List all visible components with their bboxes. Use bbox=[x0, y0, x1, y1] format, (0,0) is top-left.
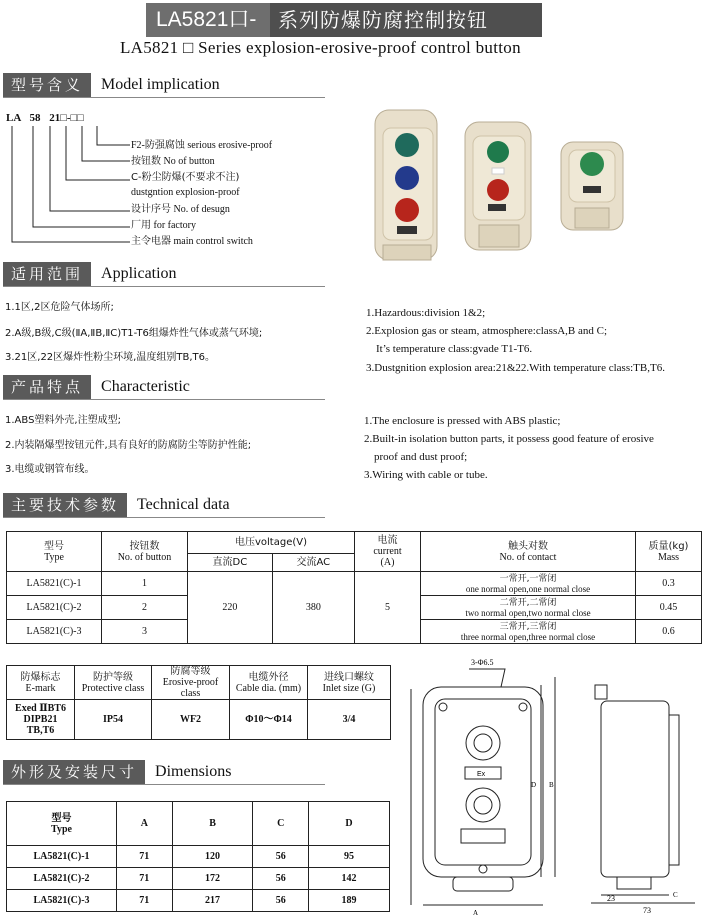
application-en-1: 1.Hazardous:division 1&2; bbox=[366, 307, 486, 319]
th-type: 型号 Type bbox=[7, 532, 102, 572]
tech-row-1-type: LA5821(C)-1 bbox=[7, 572, 102, 596]
side-outline bbox=[601, 701, 669, 877]
characteristic-en-3: proof and dust proof; bbox=[374, 451, 468, 463]
dim-row-2-type: LA5821(C)-2 bbox=[7, 868, 117, 890]
dim-row-3-type: LA5821(C)-3 bbox=[7, 890, 117, 912]
model-code-suffix: □-□□ bbox=[60, 112, 84, 124]
model-code-58: 58 bbox=[29, 112, 41, 124]
section-application-cn: 适用范围 bbox=[3, 262, 91, 286]
spec-protective: IP54 bbox=[75, 700, 152, 740]
dim-row-2-a: 71 bbox=[117, 868, 173, 890]
divider bbox=[3, 784, 325, 785]
section-technical-en: Technical data bbox=[137, 496, 230, 513]
dim-th-type: 型号 Type bbox=[7, 802, 117, 846]
spec-th-cable: 电缆外径 Cable dia. (mm) bbox=[230, 666, 308, 700]
th-ac: 交流AC bbox=[272, 554, 354, 572]
spec-cable: Φ10～Φ14 bbox=[230, 700, 308, 740]
subtitle: LA5821 □ Series explosion-erosive-proof control button bbox=[120, 38, 521, 57]
tech-row-2-type: LA5821(C)-2 bbox=[7, 596, 102, 620]
model-code-la: LA bbox=[6, 112, 21, 124]
tech-current-value: 5 bbox=[355, 572, 421, 644]
section-characteristic bbox=[3, 375, 190, 399]
model-label-5: 设计序号 No. of desugn bbox=[131, 204, 230, 215]
button-hole-2 bbox=[466, 788, 500, 822]
drawing-dim-a: A bbox=[473, 909, 479, 917]
divider bbox=[3, 399, 325, 400]
th-current: 电流 current (A) bbox=[355, 532, 421, 572]
dim-row-3-c: 56 bbox=[253, 890, 309, 912]
model-code-21: 21 bbox=[49, 112, 61, 124]
section-characteristic-en: Characteristic bbox=[101, 378, 190, 395]
drawing-holes: 3-Φ6.5 bbox=[471, 658, 494, 667]
drawing-dim-c: C bbox=[673, 891, 678, 899]
dimensions-table bbox=[6, 801, 390, 912]
model-label-4: dustgntion explosion-proof bbox=[131, 187, 240, 198]
spec-th-emark: 防爆标志 E-mark bbox=[7, 666, 75, 700]
spec-table bbox=[6, 665, 391, 740]
dim-row-3-d: 189 bbox=[309, 890, 390, 912]
dimension-drawing bbox=[405, 655, 705, 917]
spec-inlet: 3/4 bbox=[308, 700, 391, 740]
button-hole-1 bbox=[466, 726, 500, 760]
spec-erosive: WF2 bbox=[152, 700, 230, 740]
characteristic-en-4: 3.Wiring with cable or tube. bbox=[364, 469, 488, 481]
dim-row-1-a: 71 bbox=[117, 846, 173, 868]
tech-row-3-contact: 三常开,三常闭 three normal open,three normal close bbox=[421, 620, 636, 644]
characteristic-cn-1: 1.ABS塑料外壳,注塑成型; bbox=[5, 415, 121, 426]
section-application bbox=[3, 262, 177, 286]
tech-row-1-contact: 一常开,一常闭 one normal open,one normal close bbox=[421, 572, 636, 596]
dim-row-2-d: 142 bbox=[309, 868, 390, 890]
model-label-1: F2-防强腐蚀 serious erosive-proof bbox=[131, 140, 273, 151]
product-three-button bbox=[375, 110, 437, 260]
technical-table bbox=[6, 531, 702, 644]
drawing-dim-b: B bbox=[549, 781, 554, 789]
characteristic-cn-3: 3.电缆或钢管布线。 bbox=[5, 464, 95, 475]
title-model: LA5821口- bbox=[146, 3, 270, 37]
model-code bbox=[6, 112, 84, 124]
section-characteristic-cn: 产品特点 bbox=[3, 375, 91, 399]
dim-th-b: B bbox=[172, 802, 253, 846]
title-bar bbox=[146, 3, 542, 37]
model-label-7: 主令电器 main control switch bbox=[131, 236, 253, 247]
section-application-en: Application bbox=[101, 265, 177, 282]
dim-row-3-b: 217 bbox=[172, 890, 253, 912]
divider bbox=[3, 286, 325, 287]
section-dimensions bbox=[3, 760, 231, 784]
dim-th-c: C bbox=[253, 802, 309, 846]
spec-th-inlet: 进线口螺纹 Inlet size (G) bbox=[308, 666, 391, 700]
drawing-dim-d: D bbox=[531, 781, 537, 789]
drawing-side-73: 73 bbox=[643, 906, 651, 915]
product-two-button bbox=[465, 122, 531, 250]
section-model bbox=[3, 73, 220, 97]
tech-row-3-mass: 0.6 bbox=[636, 620, 702, 644]
application-en-2: 2.Explosion gas or steam, atmosphere:classA,B and C; bbox=[366, 325, 608, 337]
model-code-leader-lines bbox=[0, 124, 140, 246]
tech-row-2-mass: 0.45 bbox=[636, 596, 702, 620]
application-cn-1: 1.1区,2区危险气体场所; bbox=[5, 302, 114, 313]
dim-row-1-c: 56 bbox=[253, 846, 309, 868]
tech-ac-value: 380 bbox=[272, 572, 354, 644]
drawing-side-23: 23 bbox=[607, 894, 615, 903]
application-en-3: It’s temperature class:gvade T1-T6. bbox=[376, 343, 533, 355]
title-cn: 系列防爆防腐控制按钮 bbox=[270, 3, 542, 37]
application-en-4: 3.Dustgnition explosion area:21&22.With temperature class:TB,T6. bbox=[366, 362, 665, 374]
dim-row-1-b: 120 bbox=[172, 846, 253, 868]
spec-th-protective: 防护等级 Protective class bbox=[75, 666, 152, 700]
model-label-3: C-粉尘防爆(不要求不注) bbox=[131, 172, 240, 183]
th-dc: 直流DC bbox=[188, 554, 273, 572]
tech-row-2-buttons: 2 bbox=[102, 596, 188, 620]
dim-row-1-d: 95 bbox=[309, 846, 390, 868]
tech-row-3-type: LA5821(C)-3 bbox=[7, 620, 102, 644]
model-label-6: 厂用 for factory bbox=[131, 220, 196, 231]
application-cn-2: 2.A级,B级,C级(ⅡA,ⅡB,ⅡC)T1-T6组爆炸性气体或蒸气环境; bbox=[5, 328, 263, 339]
section-dimensions-en: Dimensions bbox=[155, 763, 232, 780]
dim-th-a: A bbox=[117, 802, 173, 846]
spec-emark: Exed ⅡBT6 DIPB21 TB,T6 bbox=[7, 700, 75, 740]
model-label-2: 按钮数 No of button bbox=[131, 156, 215, 167]
dim-row-2-b: 172 bbox=[172, 868, 253, 890]
spec-th-erosive: 防腐等级 Erosive-proof class bbox=[152, 666, 230, 700]
application-cn-3: 3.21区,22区爆炸性粉尘环境,温度组别TB,T6。 bbox=[5, 352, 215, 363]
divider bbox=[3, 517, 325, 518]
product-photo bbox=[355, 100, 700, 265]
front-inner bbox=[435, 699, 531, 865]
th-mass: 质量(kg) Mass bbox=[636, 532, 702, 572]
divider bbox=[3, 97, 325, 98]
front-outline bbox=[423, 687, 543, 877]
section-model-cn: 型号含义 bbox=[3, 73, 91, 97]
tech-row-1-buttons: 1 bbox=[102, 572, 188, 596]
section-technical-cn: 主要技术参数 bbox=[3, 493, 127, 517]
dim-row-3-a: 71 bbox=[117, 890, 173, 912]
dim-th-d: D bbox=[309, 802, 390, 846]
dim-row-2-c: 56 bbox=[253, 868, 309, 890]
drawing-ex: Ex bbox=[477, 771, 486, 778]
characteristic-en-1: 1.The enclosure is pressed with ABS plastic; bbox=[364, 415, 561, 427]
section-dimensions-cn: 外形及安装尺寸 bbox=[3, 760, 145, 784]
characteristic-en-2: 2.Built-in isolation button parts, it possess good feature of erosive bbox=[364, 433, 654, 445]
th-voltage: 电压voltage(V) bbox=[188, 532, 355, 554]
product-one-button bbox=[561, 142, 623, 230]
tech-dc-value: 220 bbox=[188, 572, 273, 644]
th-contact: 触头对数 No. of contact bbox=[421, 532, 636, 572]
section-model-en: Model implication bbox=[101, 76, 220, 93]
section-technical bbox=[3, 493, 230, 517]
characteristic-cn-2: 2.内装隔爆型按钮元件,具有良好的防腐防尘等防护性能; bbox=[5, 440, 252, 451]
th-buttons: 按钮数 No. of button bbox=[102, 532, 188, 572]
tech-row-1-mass: 0.3 bbox=[636, 572, 702, 596]
tech-row-3-buttons: 3 bbox=[102, 620, 188, 644]
dim-row-1-type: LA5821(C)-1 bbox=[7, 846, 117, 868]
tech-row-2-contact: 二常开,二常闭 two normal open,two normal close bbox=[421, 596, 636, 620]
